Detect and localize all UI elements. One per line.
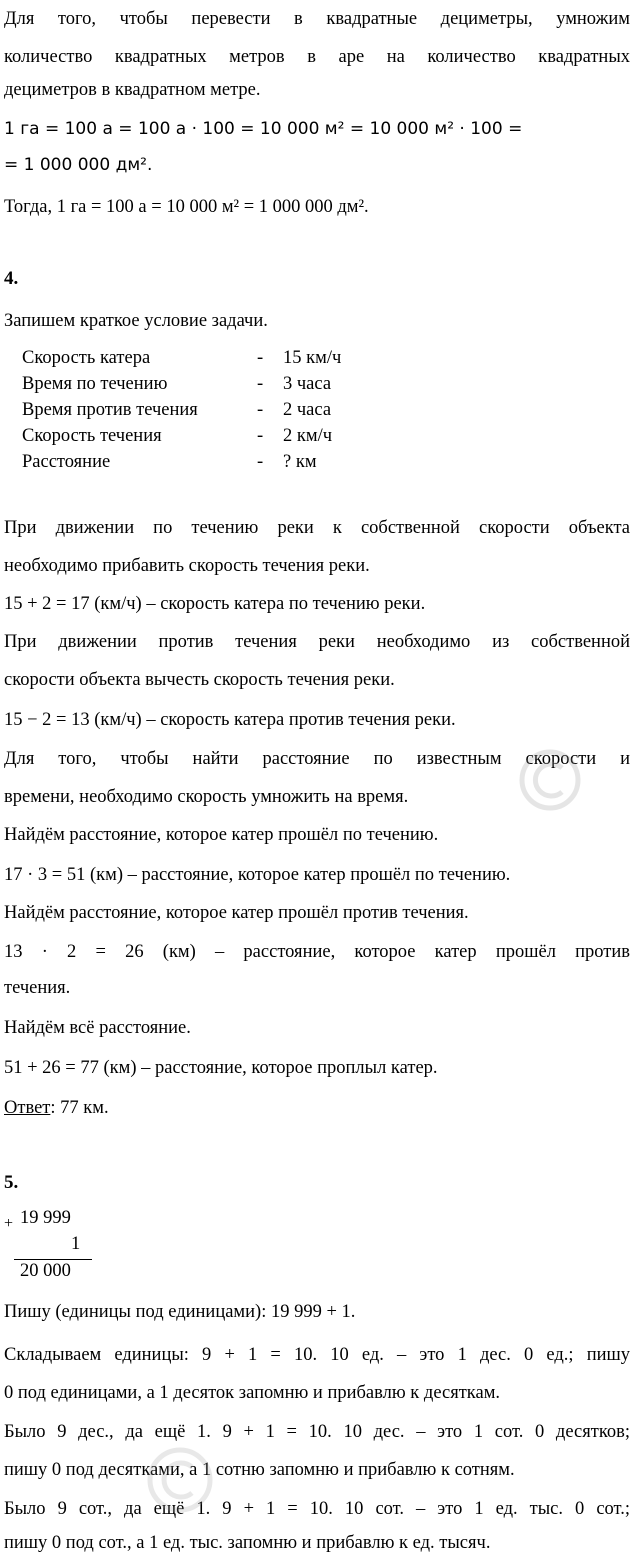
task-4-text-line: Для того, чтобы найти расстояние по известным скорости и	[4, 749, 630, 769]
task-4-text-line: необходимо прибавить скорость течения реки.	[4, 556, 370, 576]
condition-dash: -	[257, 452, 264, 472]
condition-dash: -	[257, 400, 264, 420]
condition-value: 3 часа	[283, 374, 332, 394]
task-5-number: 5.	[4, 1172, 19, 1193]
task-5-text-line: Было 9 дес., да ещё 1. 9 + 1 = 10. 10 дес. – это 1 сот. 0 десятков;	[4, 1422, 630, 1442]
task-4-text-line: Найдём расстояние, которое катер прошёл против течения.	[4, 903, 469, 923]
task-5-text-line: 0 под единицами, а 1 десяток запомню и прибавлю к десяткам.	[4, 1383, 501, 1403]
condition-value: 2 часа	[283, 400, 332, 420]
task-4-text-line: 13 · 2 = 26 (км) – расстояние, которое катер прошёл против	[4, 942, 630, 962]
condition-value: ? км	[283, 452, 317, 472]
task-5-text-line: Было 9 сот., да ещё 1. 9 + 1 = 10. 10 сот. – это 1 ед. тыс. 0 сот.;	[4, 1499, 630, 1519]
task-4-text-line: 15 − 2 = 13 (км/ч) – скорость катера против течения реки.	[4, 710, 456, 730]
intro-line-2: количество квадратных метров в аре на количество квадратных	[4, 47, 630, 67]
condition-label: Скорость течения	[22, 426, 162, 446]
task-4-text-line: Найдём всё расстояние.	[4, 1018, 191, 1038]
intro-equation-1: 1 га = 100 а = 100 а · 100 = 10 000 м² = 10 000 м² · 100 =	[4, 119, 523, 139]
column-divider	[14, 1259, 92, 1260]
task-4-text-line: При движении против течения реки необходимо из собственной	[4, 632, 630, 652]
column-result: 20 000	[20, 1261, 71, 1281]
intro-line-1: Для того, чтобы перевести в квадратные дециметры, умножим	[4, 9, 630, 29]
condition-label: Скорость катера	[22, 348, 151, 368]
column-top-number: 19 999	[20, 1208, 71, 1228]
task-4-text-line: При движении по течению реки к собственной скорости объекта	[4, 518, 630, 538]
column-second-number: 1	[71, 1234, 81, 1254]
task-4-text-line: 15 + 2 = 17 (км/ч) – скорость катера по течению реки.	[4, 594, 426, 614]
task-4-number: 4.	[4, 268, 19, 289]
plus-sign: +	[4, 1215, 14, 1232]
condition-label: Расстояние	[22, 452, 111, 472]
condition-value: 15 км/ч	[283, 348, 342, 368]
task-4-text-line: Найдём расстояние, которое катер прошёл по течению.	[4, 825, 439, 845]
task-5-text-line: пишу 0 под десятками, а 1 сотню запомню и прибавлю к сотням.	[4, 1460, 515, 1480]
condition-label: Время против течения	[22, 400, 198, 420]
condition-dash: -	[257, 374, 264, 394]
task-4-lead: Запишем краткое условие задачи.	[4, 311, 268, 331]
condition-value: 2 км/ч	[283, 426, 333, 446]
answer-label: Ответ	[4, 1098, 51, 1118]
intro-conclusion: Тогда, 1 га = 100 а = 10 000 м² = 1 000 000 дм².	[4, 197, 369, 217]
answer-value: : 77 км.	[50, 1098, 109, 1118]
task-4-text-line: 17 · 3 = 51 (км) – расстояние, которое катер прошёл по течению.	[4, 865, 511, 885]
task-5-text-line: пишу 0 под сот., а 1 ед. тыс. запомню и прибавлю к ед. тысяч.	[4, 1533, 491, 1553]
task-4-text-line: времени, необходимо скорость умножить на время.	[4, 787, 409, 807]
intro-line-3: дециметров в квадратном метре.	[4, 80, 261, 100]
task-5-text-line: Складываем единицы: 9 + 1 = 10. 10 ед. – это 1 дес. 0 ед.; пишу	[4, 1345, 630, 1365]
task-4-answer	[4, 1089, 630, 1127]
intro-equation-2: = 1 000 000 дм².	[4, 155, 153, 175]
task-4-text-line: скорости объекта вычесть скорость течения реки.	[4, 670, 395, 690]
task-4-text-line: течения.	[4, 978, 71, 998]
condition-dash: -	[257, 348, 264, 368]
condition-label: Время по течению	[22, 374, 168, 394]
task-5-text-line: Пишу (единицы под единицами): 19 999 + 1.	[4, 1302, 356, 1322]
task-4-text-line: 51 + 26 = 77 (км) – расстояние, которое проплыл катер.	[4, 1058, 438, 1078]
condition-dash: -	[257, 426, 264, 446]
